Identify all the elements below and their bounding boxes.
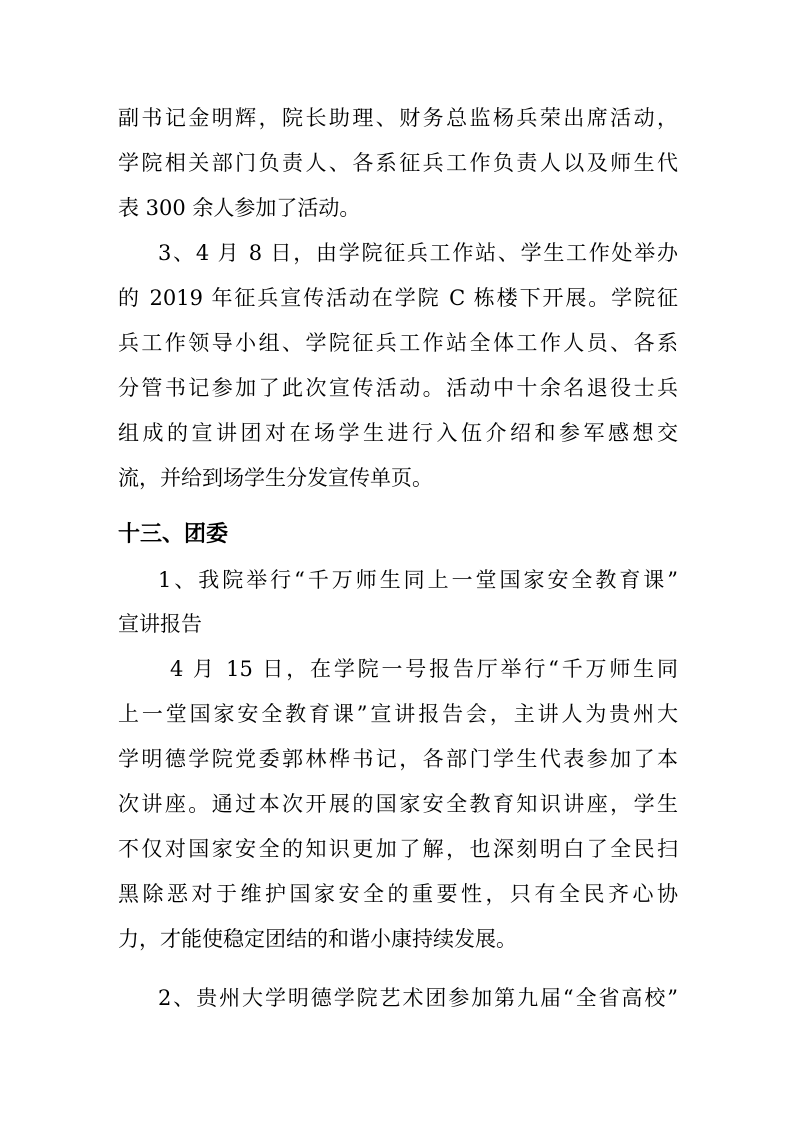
paragraph-line: 上一堂国家安全教育课”宣讲报告会，主讲人为贵州大	[118, 702, 678, 726]
paragraph-line: 力，才能使稳定团结的和谐小康持续发展。	[118, 927, 517, 951]
paragraph-line: 学院相关部门负责人、各系征兵工作负责人以及师生代	[118, 151, 678, 175]
paragraph-line: 分管书记参加了此次宣传活动。活动中十余名退役士兵	[118, 376, 678, 400]
paragraph-line: 不仅对国家安全的知识更加了解，也深刻明白了全民扫	[118, 837, 678, 861]
paragraph-line: 的 2019 年征兵宣传活动在学院 C 栋楼下开展。学院征	[118, 286, 678, 310]
paragraph-line: 流，并给到场学生分发宣传单页。	[118, 466, 433, 490]
paragraph-line: 黑除恶对于维护国家安全的重要性，只有全民齐心协	[118, 882, 678, 906]
item-title-line: 2、贵州大学明德学院艺术团参加第九届“全省高校”	[158, 986, 678, 1010]
paragraph-line: 4 月 15 日，在学院一号报告厅举行“千万师生同	[170, 657, 678, 681]
paragraph-line: 3、4 月 8 日，由学院征兵工作站、学生工作处举办	[158, 241, 678, 265]
paragraph-line: 学明德学院党委郭林桦书记，各部门学生代表参加了本	[118, 747, 678, 771]
section-heading: 十三、团委	[118, 522, 229, 547]
paragraph-line: 组成的宣讲团对在场学生进行入伍介绍和参军感想交	[118, 421, 678, 445]
paragraph-line: 兵工作领导小组、学院征兵工作站全体工作人员、各系	[118, 331, 678, 355]
paragraph-line: 次讲座。通过本次开展的国家安全教育知识讲座，学生	[118, 792, 678, 816]
item-title-line: 宣讲报告	[118, 612, 202, 636]
item-title-line: 1、我院举行“千万师生同上一堂国家安全教育课”	[158, 568, 678, 592]
paragraph-line: 副书记金明辉，院长助理、财务总监杨兵荣出席活动，	[118, 106, 678, 130]
paragraph-line: 表 300 余人参加了活动。	[118, 196, 361, 220]
